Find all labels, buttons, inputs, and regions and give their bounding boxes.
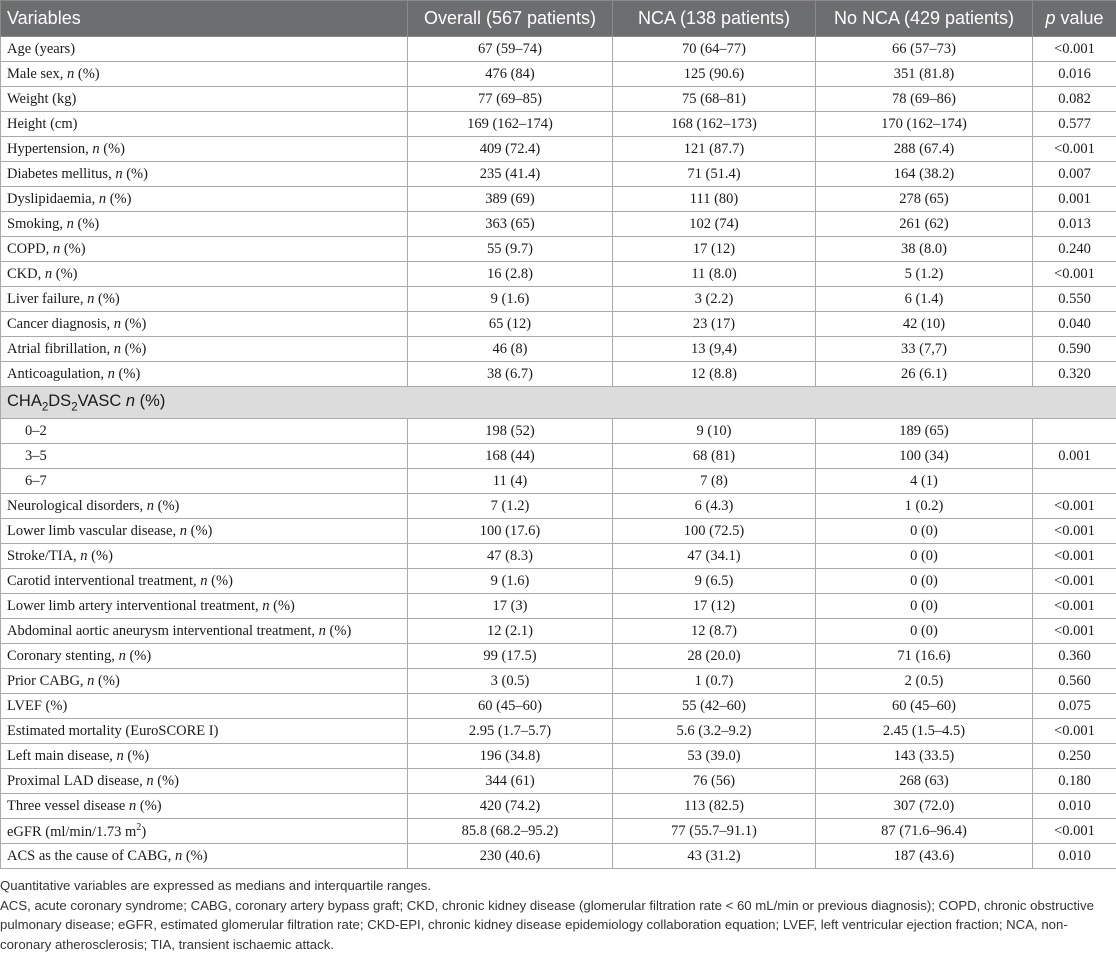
- table-row: [1, 444, 1116, 469]
- cell-no-nca: 2.45 (1.5–4.5): [816, 719, 1033, 744]
- cell-nca: 111 (80): [613, 187, 816, 212]
- cell-nca: 9 (6.5): [613, 569, 816, 594]
- cell-p-value: 0.250: [1033, 744, 1116, 769]
- row-label: COPD, n (%): [1, 237, 408, 262]
- header-nca: NCA (138 patients): [613, 1, 816, 37]
- table-row: [1, 237, 1116, 262]
- cell-overall: 67 (59–74): [408, 37, 613, 62]
- row-label: Hypertension, n (%): [1, 137, 408, 162]
- table-row: [1, 694, 1116, 719]
- cell-no-nca: 26 (6.1): [816, 362, 1033, 387]
- row-label: Atrial fibrillation, n (%): [1, 337, 408, 362]
- row-label: Neurological disorders, n (%): [1, 494, 408, 519]
- row-label: Male sex, n (%): [1, 62, 408, 87]
- table-row: [1, 544, 1116, 569]
- table-row: [1, 287, 1116, 312]
- cell-overall: 476 (84): [408, 62, 613, 87]
- cell-p-value: 0.577: [1033, 112, 1116, 137]
- table-row: [1, 844, 1116, 869]
- row-label: Anticoagulation, n (%): [1, 362, 408, 387]
- cell-p-value: <0.001: [1033, 819, 1116, 844]
- cell-no-nca: 1 (0.2): [816, 494, 1033, 519]
- cell-overall: 235 (41.4): [408, 162, 613, 187]
- row-label: Stroke/TIA, n (%): [1, 544, 408, 569]
- cell-overall: 60 (45–60): [408, 694, 613, 719]
- table-row: [1, 187, 1116, 212]
- cell-overall: 2.95 (1.7–5.7): [408, 719, 613, 744]
- cell-nca: 1 (0.7): [613, 669, 816, 694]
- row-label: Carotid interventional treatment, n (%): [1, 569, 408, 594]
- cell-no-nca: 0 (0): [816, 544, 1033, 569]
- table-row: [1, 112, 1116, 137]
- cell-overall: 100 (17.6): [408, 519, 613, 544]
- cell-nca: 70 (64–77): [613, 37, 816, 62]
- table-row: [1, 212, 1116, 237]
- row-label: Prior CABG, n (%): [1, 669, 408, 694]
- cell-no-nca: 0 (0): [816, 619, 1033, 644]
- cell-nca: 7 (8): [613, 469, 816, 494]
- cell-no-nca: 66 (57–73): [816, 37, 1033, 62]
- cell-no-nca: 6 (1.4): [816, 287, 1033, 312]
- cell-overall: 38 (6.7): [408, 362, 613, 387]
- table-row: [1, 769, 1116, 794]
- cell-p-value: [1033, 469, 1116, 494]
- cell-overall: 11 (4): [408, 469, 613, 494]
- table-row: [1, 744, 1116, 769]
- header-no-nca: No NCA (429 patients): [816, 1, 1033, 37]
- row-label: LVEF (%): [1, 694, 408, 719]
- cell-overall: 17 (3): [408, 594, 613, 619]
- cell-no-nca: 0 (0): [816, 594, 1033, 619]
- table-row: [1, 137, 1116, 162]
- table-row: [1, 619, 1116, 644]
- cell-p-value: [1033, 419, 1116, 444]
- cell-overall: 77 (69–85): [408, 87, 613, 112]
- cell-p-value: <0.001: [1033, 137, 1116, 162]
- table-row: [1, 62, 1116, 87]
- cell-overall: 47 (8.3): [408, 544, 613, 569]
- cell-no-nca: 164 (38.2): [816, 162, 1033, 187]
- cell-nca: 55 (42–60): [613, 694, 816, 719]
- cell-overall: 420 (74.2): [408, 794, 613, 819]
- header-overall: Overall (567 patients): [408, 1, 613, 37]
- cell-nca: 53 (39.0): [613, 744, 816, 769]
- cell-nca: 12 (8.8): [613, 362, 816, 387]
- cell-no-nca: 307 (72.0): [816, 794, 1033, 819]
- cell-nca: 102 (74): [613, 212, 816, 237]
- cell-nca: 100 (72.5): [613, 519, 816, 544]
- table-row: [1, 569, 1116, 594]
- row-label: Lower limb artery interventional treatment, n (%): [1, 594, 408, 619]
- cell-nca: 11 (8.0): [613, 262, 816, 287]
- cell-overall: 85.8 (68.2–95.2): [408, 819, 613, 844]
- cell-p-value: 0.040: [1033, 312, 1116, 337]
- cell-nca: 47 (34.1): [613, 544, 816, 569]
- cell-no-nca: 0 (0): [816, 519, 1033, 544]
- cell-no-nca: 4 (1): [816, 469, 1033, 494]
- cell-nca: 23 (17): [613, 312, 816, 337]
- footnote-quantitative: Quantitative variables are expressed as medians and interquartile ranges.: [0, 878, 432, 893]
- cell-overall: 409 (72.4): [408, 137, 613, 162]
- row-label: eGFR (ml/min/1.73 $m^2$): [1, 819, 408, 844]
- cell-nca: 9 (10): [613, 419, 816, 444]
- cell-overall: 99 (17.5): [408, 644, 613, 669]
- cell-overall: 12 (2.1): [408, 619, 613, 644]
- cell-overall: 168 (44): [408, 444, 613, 469]
- row-label: 0–2: [1, 419, 408, 444]
- cell-nca: 17 (12): [613, 594, 816, 619]
- table-row: [1, 419, 1116, 444]
- row-label: Cancer diagnosis, n (%): [1, 312, 408, 337]
- cell-overall: 198 (52): [408, 419, 613, 444]
- cell-no-nca: 261 (62): [816, 212, 1033, 237]
- cell-no-nca: 42 (10): [816, 312, 1033, 337]
- cell-overall: 196 (34.8): [408, 744, 613, 769]
- cell-p-value: <0.001: [1033, 569, 1116, 594]
- cell-no-nca: 33 (7,7): [816, 337, 1033, 362]
- cell-p-value: 0.010: [1033, 794, 1116, 819]
- cell-p-value: 0.016: [1033, 62, 1116, 87]
- table-row: [1, 519, 1116, 544]
- cell-nca: 76 (56): [613, 769, 816, 794]
- row-label: Weight (kg): [1, 87, 408, 112]
- cell-p-value: 0.550: [1033, 287, 1116, 312]
- row-label: Height (cm): [1, 112, 408, 137]
- cell-overall: 389 (69): [408, 187, 613, 212]
- table-footnotes: [0, 876, 1112, 954]
- cell-nca: 71 (51.4): [613, 162, 816, 187]
- row-label: ACS as the cause of CABG, n (%): [1, 844, 408, 869]
- cell-no-nca: 38 (8.0): [816, 237, 1033, 262]
- row-label: Age (years): [1, 37, 408, 62]
- cell-p-value: <0.001: [1033, 544, 1116, 569]
- cell-no-nca: 187 (43.6): [816, 844, 1033, 869]
- cell-nca: 5.6 (3.2–9.2): [613, 719, 816, 744]
- cell-nca: 121 (87.7): [613, 137, 816, 162]
- row-label: 6–7: [1, 469, 408, 494]
- cell-no-nca: 268 (63): [816, 769, 1033, 794]
- header-variables: Variables: [1, 1, 408, 37]
- cell-p-value: <0.001: [1033, 262, 1116, 287]
- table-row: [1, 469, 1116, 494]
- cell-p-value: 0.590: [1033, 337, 1116, 362]
- cell-p-value: 0.180: [1033, 769, 1116, 794]
- cell-p-value: <0.001: [1033, 619, 1116, 644]
- table-row: [1, 794, 1116, 819]
- cell-no-nca: 351 (81.8): [816, 62, 1033, 87]
- cell-p-value: 0.075: [1033, 694, 1116, 719]
- cell-p-value: <0.001: [1033, 719, 1116, 744]
- table-row: [1, 669, 1116, 694]
- table-row: [1, 262, 1116, 287]
- cell-overall: 3 (0.5): [408, 669, 613, 694]
- cell-nca: 6 (4.3): [613, 494, 816, 519]
- table-row: [1, 819, 1116, 844]
- cell-no-nca: 143 (33.5): [816, 744, 1033, 769]
- cell-nca: 75 (68–81): [613, 87, 816, 112]
- cell-nca: 13 (9,4): [613, 337, 816, 362]
- cell-nca: 168 (162–173): [613, 112, 816, 137]
- cell-nca: 125 (90.6): [613, 62, 816, 87]
- cell-overall: 344 (61): [408, 769, 613, 794]
- cell-p-value: 0.010: [1033, 844, 1116, 869]
- cell-no-nca: 288 (67.4): [816, 137, 1033, 162]
- row-label: CKD, n (%): [1, 262, 408, 287]
- row-label: Lower limb vascular disease, n (%): [1, 519, 408, 544]
- cell-nca: 17 (12): [613, 237, 816, 262]
- table-row: [1, 37, 1116, 62]
- row-label: Left main disease, n (%): [1, 744, 408, 769]
- cell-no-nca: 2 (0.5): [816, 669, 1033, 694]
- cell-p-value: 0.082: [1033, 87, 1116, 112]
- section-row-cha2ds2vasc: [1, 387, 1116, 419]
- cell-overall: 55 (9.7): [408, 237, 613, 262]
- cell-nca: 113 (82.5): [613, 794, 816, 819]
- cell-overall: 9 (1.6): [408, 287, 613, 312]
- cell-overall: 169 (162–174): [408, 112, 613, 137]
- cell-no-nca: 87 (71.6–96.4): [816, 819, 1033, 844]
- cell-overall: 363 (65): [408, 212, 613, 237]
- row-label: Coronary stenting, n (%): [1, 644, 408, 669]
- cell-p-value: 0.013: [1033, 212, 1116, 237]
- footnote-abbreviations: ACS, acute coronary syndrome; CABG, coronary artery bypass graft; CKD, chronic kidney disease (glomerular filtration rate < 60 mL/min or previous diagnosis); COPD, chronic obstructive pulmonary disease; eGFR, estimated glomerular filtration rate; CKD-EPI, chronic kidney disease epidemiology collaboration equation; LVEF, left ventricular ejection fraction; NCA, non-coronary atherosclerosis; TIA, transient ischaemic attack.: [0, 897, 1094, 952]
- cell-nca: 3 (2.2): [613, 287, 816, 312]
- cell-overall: 9 (1.6): [408, 569, 613, 594]
- row-label: Estimated mortality (EuroSCORE I): [1, 719, 408, 744]
- table-header-row: [1, 1, 1116, 37]
- cell-overall: 65 (12): [408, 312, 613, 337]
- row-label: Dyslipidaemia, n (%): [1, 187, 408, 212]
- table-row: [1, 644, 1116, 669]
- row-label: 3–5: [1, 444, 408, 469]
- header-p-value: p value: [1033, 1, 1116, 37]
- cell-no-nca: 189 (65): [816, 419, 1033, 444]
- row-label: Three vessel disease n (%): [1, 794, 408, 819]
- cell-p-value: 0.007: [1033, 162, 1116, 187]
- cell-overall: 7 (1.2): [408, 494, 613, 519]
- row-label: Proximal LAD disease, n (%): [1, 769, 408, 794]
- cell-no-nca: 278 (65): [816, 187, 1033, 212]
- row-label: Diabetes mellitus, n (%): [1, 162, 408, 187]
- table-row: [1, 312, 1116, 337]
- cell-overall: 46 (8): [408, 337, 613, 362]
- section-label: $CHA_2DS_2VASC$ n (%): [1, 387, 1116, 419]
- cell-overall: 16 (2.8): [408, 262, 613, 287]
- cell-overall: 230 (40.6): [408, 844, 613, 869]
- cell-nca: 77 (55.7–91.1): [613, 819, 816, 844]
- cell-no-nca: 100 (34): [816, 444, 1033, 469]
- cell-p-value: <0.001: [1033, 519, 1116, 544]
- cell-no-nca: 5 (1.2): [816, 262, 1033, 287]
- table-row: [1, 337, 1116, 362]
- cell-nca: 68 (81): [613, 444, 816, 469]
- cell-no-nca: 170 (162–174): [816, 112, 1033, 137]
- cell-p-value: 0.240: [1033, 237, 1116, 262]
- cell-p-value: <0.001: [1033, 37, 1116, 62]
- row-label: Liver failure, n (%): [1, 287, 408, 312]
- cell-p-value: 0.320: [1033, 362, 1116, 387]
- cell-nca: 28 (20.0): [613, 644, 816, 669]
- cell-nca: 12 (8.7): [613, 619, 816, 644]
- table-row: [1, 719, 1116, 744]
- cell-no-nca: 0 (0): [816, 569, 1033, 594]
- row-label: Smoking, n (%): [1, 212, 408, 237]
- cell-p-value: <0.001: [1033, 494, 1116, 519]
- table-row: [1, 594, 1116, 619]
- cell-p-value: 0.001: [1033, 444, 1116, 469]
- table-row: [1, 494, 1116, 519]
- cell-p-value: 0.560: [1033, 669, 1116, 694]
- table-row: [1, 87, 1116, 112]
- cell-no-nca: 60 (45–60): [816, 694, 1033, 719]
- cell-p-value: 0.360: [1033, 644, 1116, 669]
- table-row: [1, 162, 1116, 187]
- cell-p-value: 0.001: [1033, 187, 1116, 212]
- table-row: [1, 362, 1116, 387]
- cell-p-value: <0.001: [1033, 594, 1116, 619]
- cell-no-nca: 78 (69–86): [816, 87, 1033, 112]
- row-label: Abdominal aortic aneurysm interventional treatment, n (%): [1, 619, 408, 644]
- cell-no-nca: 71 (16.6): [816, 644, 1033, 669]
- cell-nca: 43 (31.2): [613, 844, 816, 869]
